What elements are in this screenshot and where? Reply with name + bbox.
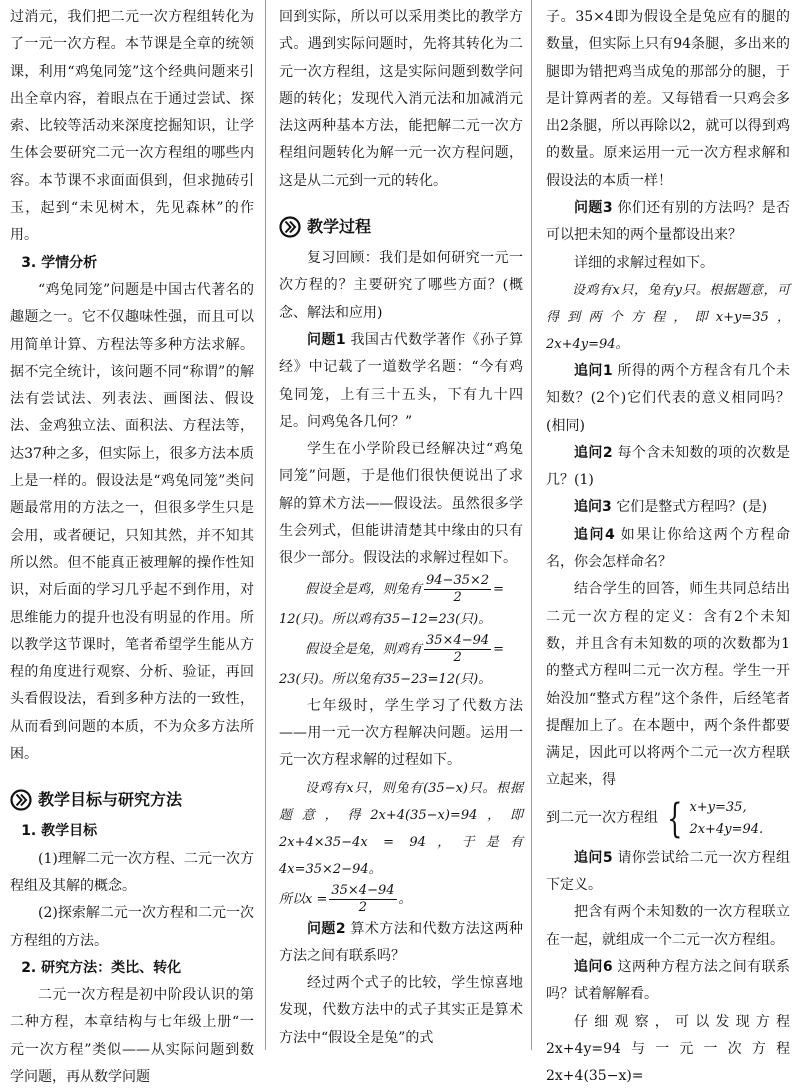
follow-up-4	[546, 522, 790, 577]
paragraph: 七年级时，学生学习了代数方法——用一元一次方程解决问题。运用一元一次方程求解的过程如下。	[279, 697, 523, 769]
formula-line: 12(只)。所以鸡有35−12=23(只)。	[279, 611, 492, 627]
follow-up-text: 如果让你给这两个方程命名，你会怎样命名？	[546, 526, 791, 571]
two-variable-setup: 设鸡有x只，兔有y只。根据题意，可得到两个方程，即x+y=35，2x+4y=94。	[546, 282, 790, 352]
section-title: 教学目标与研究方法	[38, 790, 183, 810]
formula-text: =	[493, 641, 505, 657]
question-1	[279, 327, 523, 436]
section-heading-process	[279, 215, 523, 239]
paragraph: 学生在小学阶段已经解决过“鸡兔同笼”问题，于是他们很快便说出了求解的算术方法——假设法。虽然很多学生会列式，但能讲清楚其中缘由的只有很少一部分。假设法的求解过程如下。	[279, 441, 523, 567]
follow-up-6	[546, 954, 790, 1009]
question-label: 问题2	[307, 920, 346, 937]
paragraph: 经过两个式子的比较，学生惊喜地发现，代数方法中的式子其实正是算术方法中“假设全是兔”的式	[279, 975, 523, 1046]
fraction-denominator: 2	[453, 649, 462, 665]
fraction	[424, 633, 491, 666]
column-1	[10, 4, 254, 1085]
follow-up-text: 它们是整式方程吗？(是)	[616, 499, 768, 516]
follow-up-label: 追问2	[574, 444, 613, 461]
section-title: 教学过程	[307, 217, 372, 237]
formula-text: 假设全是兔，则鸡有	[305, 641, 423, 657]
equation-system-equations	[689, 797, 763, 841]
follow-up-label: 追问4	[574, 526, 615, 543]
equation-2: 2x+4y=94.	[689, 821, 764, 837]
paragraph: 详细的求解过程如下。	[574, 254, 714, 271]
subheading-research-method: 2. 研究方法：类比、转化	[21, 959, 182, 976]
question-label: 问题1	[307, 331, 346, 348]
follow-up-label: 追问3	[574, 499, 612, 516]
column-divider	[531, 0, 532, 1050]
follow-up-text: 这两种方程方法之间有联系吗？试着解解看。	[546, 958, 791, 1003]
follow-up-text: 每个含未知数的项的次数是几？(1)	[546, 444, 791, 489]
column-divider	[265, 0, 266, 1050]
goal-item: (1)理解二元一次方程、二元一次方程组及其解的概念。	[10, 850, 254, 894]
column-2	[279, 4, 523, 1044]
question-label: 问题3	[574, 200, 613, 217]
subheading-teaching-goals: 1. 教学目标	[21, 823, 98, 840]
equation-solution: 设鸡有x只，则兔有(35−x)只。根据题意，得2x+4(35−x)=94，即2x+4×35−4x = 94，于是有4x=35×2−94。	[279, 780, 523, 877]
paragraph: 结合学生的回答，师生共同总结出二元一次方程的定义：含有2个未知数，并且含有未知数的项的次数都为1的整式方程叫二元一次方程。学生一开始没加“整式方程”这个条件，后经笔者提醒加上了。在本题中，两个条件都要满足，因此可以将两个二元一次方程联立起来，得	[546, 581, 790, 789]
fraction-denominator: 2	[358, 899, 368, 915]
follow-up-label: 追问6	[574, 958, 613, 975]
assume-rabbit-step	[279, 633, 523, 666]
equation-system-lead: 到二元一次方程组	[546, 810, 658, 827]
equation-result	[279, 883, 523, 916]
section-arrow-icon	[279, 216, 301, 238]
question-text: 你们还有别的方法吗？是否可以把未知的两个量都设出来？	[546, 200, 791, 244]
assume-chicken-step	[279, 573, 523, 606]
fraction	[329, 883, 396, 916]
paragraph-review: 复习回顾：我们是如何研究一元一次方程的？主要研究了哪些方面？(概念、解法和应用)	[279, 250, 523, 321]
follow-up-label: 追问5	[574, 849, 613, 866]
fraction	[424, 573, 491, 606]
question-text: 我国古代数学著作《孙子算经》中记载了一道数学名题：“今有鸡兔同笼，上有三十五头，下有九十四足。问鸡兔各几何？”	[279, 331, 524, 430]
formula-text: =	[493, 581, 505, 597]
equation-system	[546, 797, 790, 841]
column-3	[546, 4, 791, 1085]
question-text: 算术方法和代数方法这两种方法之间有联系吗？	[279, 920, 524, 964]
fraction-numerator: 35×4−94	[331, 882, 395, 898]
paragraph: 二元一次方程是初中阶段认识的第二种方程，本章结构与七年级上册“一元一次方程”类似——从实际问题到数学问题，再从数学问题	[10, 987, 254, 1085]
follow-up-label: 追问1	[574, 362, 613, 379]
paragraph: 把含有两个未知数的一次方程联立在一起，就组成一个二元一次方程组。	[546, 904, 790, 948]
subheading-student-analysis: 3. 学情分析	[21, 254, 98, 271]
section-heading-goals	[10, 788, 254, 812]
brace-glyph: {	[667, 795, 683, 842]
paragraph: “鸡兔同笼”问题是中国古代著名的趣题之一。它不仅趣味性强，而且可以用简单计算、方程法等多种方法求解。据不完全统计，该问题不同“称谓”的解法有尝试法、列表法、画图法、假设法、金鸡独立法、面积法、方程法等，达37种之多，但实际上，很多方法本质上是一样的。假设法是“鸡兔同笼”类问题最常用的方法之一，但很多学生只是会用，或者硬记，只知其然，并不知其所以然。但不能真正被理解的操作性知识，对后面的学习几乎起不到作用，对思维能力的提升也没有明显的作用。所以教学这节课时，笔者希望学生能从方程的角度进行观察、分析、验证，再回头看假设法，看到多种方法的一致性，从而看到问题的本质，不为众多方法所困。	[10, 281, 254, 763]
follow-up-5	[546, 845, 790, 900]
question-2	[279, 916, 523, 971]
formula-text: 假设全是鸡，则兔有	[305, 581, 423, 597]
formula-text: 。	[398, 891, 412, 907]
follow-up-text: 请你尝试给二元一次方程组下定义。	[546, 849, 791, 894]
fraction-numerator: 35×4−94	[426, 632, 490, 648]
paragraph: 子。35×4即为假设全是兔应有的腿的数量，但实际上只有94条腿，多出来的腿即为错把鸡当成兔的那部分的腿，于是计算两者的差。又每错看一只鸡会多出2条腿，所以再除以2，就可以得到鸡的数量。原来运用一元一次方程求解和假设法的本质一样！	[546, 9, 790, 189]
formula-line: 23(只)。所以兔有35−23=12(只)。	[279, 671, 492, 687]
follow-up-text: 所得的两个方程含有几个未知数？(2个)它们代表的意义相同吗？(相同)	[546, 362, 791, 434]
follow-up-2	[546, 440, 790, 495]
goal-item: (2)探索解二元一次方程和二元一次方程组的方法。	[10, 905, 254, 949]
follow-up-3	[546, 494, 790, 521]
formula-text: 所以x =	[279, 891, 328, 907]
fraction-denominator: 2	[453, 589, 462, 605]
fraction-numerator: 94−35×2	[426, 572, 490, 588]
section-arrow-icon	[10, 789, 32, 811]
paragraph: 过消元，我们把二元一次方程组转化为了一元一次方程。本节课是全章的统领课，利用“鸡兔同笼”这个经典问题来引出全章内容，着眼点在于通过尝试、探索、比较等活动来深度挖掘知识，让学生体会要研究二元一次方程组的哪些内容。本节课不求面面俱到，但求抛砖引玉，起到“未见树木，先见森林”的作用。	[10, 9, 254, 244]
follow-up-1	[546, 358, 790, 440]
paragraph: 回到实际，所以可以采用类比的教学方式。遇到实际问题时，先将其转化为二元一次方程组，这是实际问题到数学问题的转化；发现代入消元法和加减消元法这两种基本方法，能把解二元一次方程组问题转化为解一元一次方程问题，这是从二元到一元的转化。	[279, 9, 523, 189]
equation-1: x+y=35,	[689, 799, 747, 815]
question-3	[546, 195, 790, 250]
paragraph: 仔细观察，可以发现方程2x+4y=94与一元一次方程2x+4(35−x)=	[546, 1013, 790, 1085]
